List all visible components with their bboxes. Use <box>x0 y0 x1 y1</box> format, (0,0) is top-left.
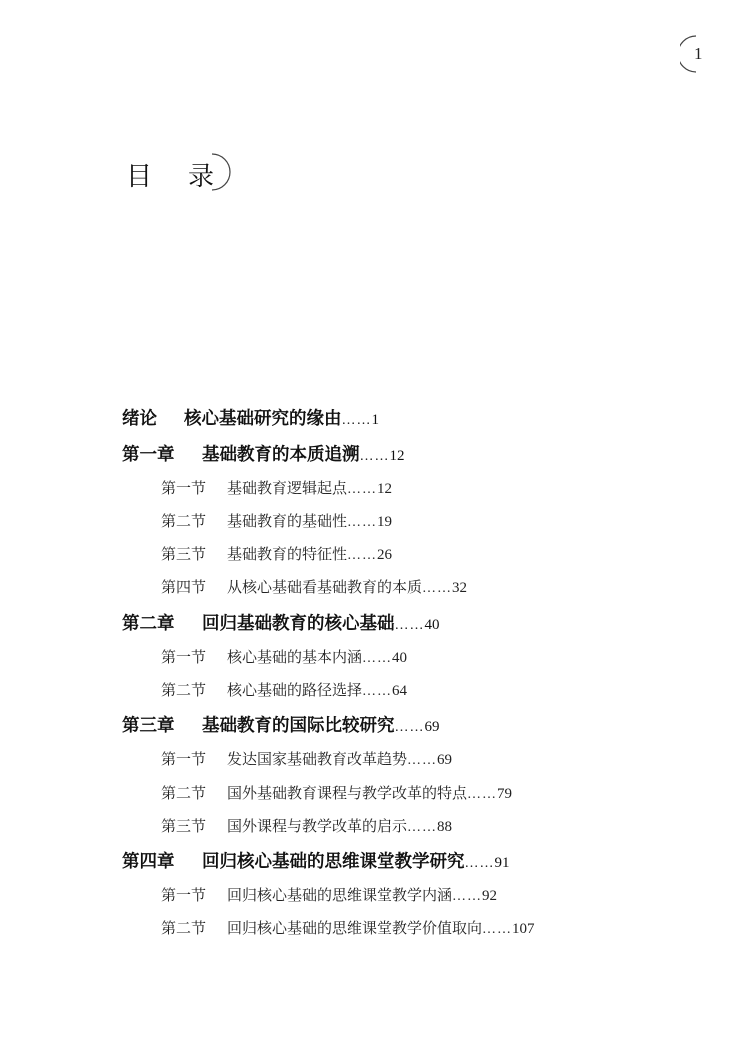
toc-leader-dots: …… <box>407 753 438 768</box>
toc-section-entry <box>161 650 407 666</box>
toc-entry-label: 第二章 <box>122 614 175 634</box>
toc-section-entry <box>161 888 497 904</box>
toc-chapter-entry <box>122 718 440 736</box>
toc-chapter-entry <box>122 616 440 634</box>
toc-entry-title: 回归基础教育的核心基础 <box>202 614 395 634</box>
toc-entry-title: 回归核心基础的思维课堂教学研究 <box>202 852 465 872</box>
toc-leader-dots: …… <box>422 581 453 596</box>
toc-leader-dots: …… <box>347 548 378 563</box>
toc-entry-page: 88 <box>437 819 453 835</box>
toc-entry-label: 第三节 <box>161 545 207 563</box>
toc-section-entry <box>161 683 407 699</box>
toc-entry-page: 91 <box>494 855 510 871</box>
toc-entry-title: 核心基础研究的缘由 <box>184 409 342 429</box>
toc-entry-label: 第一节 <box>161 648 207 666</box>
toc-entry-label: 第一节 <box>161 479 207 497</box>
toc-entry-page: 69 <box>424 719 440 735</box>
toc-section-entry <box>161 752 452 768</box>
toc-entry-title: 回归核心基础的思维课堂教学内涵 <box>227 886 453 904</box>
toc-entry-title: 核心基础的路径选择 <box>227 681 363 699</box>
toc-entry-label: 绪论 <box>122 409 157 429</box>
toc-entry-label: 第一章 <box>122 445 175 465</box>
toc-entry-label: 第三章 <box>122 716 175 736</box>
toc-entry-page: 64 <box>392 683 408 699</box>
toc-leader-dots: …… <box>482 922 513 937</box>
toc-leader-dots: …… <box>407 820 438 835</box>
toc-section-entry <box>161 819 452 835</box>
toc-section-entry <box>161 481 392 497</box>
toc-entry-page: 40 <box>424 617 440 633</box>
toc-entry-label: 第一节 <box>161 750 207 768</box>
toc-entry-title: 基础教育的国际比较研究 <box>202 716 395 736</box>
toc-leader-dots: …… <box>394 618 425 633</box>
toc-entry-title: 基础教育的特征性 <box>227 545 348 563</box>
toc-chapter-entry <box>122 854 510 872</box>
toc-entry-label: 第三节 <box>161 817 207 835</box>
toc-section-entry <box>161 921 535 937</box>
page-number: 1 <box>694 44 703 63</box>
toc-entry-title: 国外基础教育课程与教学改革的特点 <box>227 784 468 802</box>
toc-leader-dots: …… <box>359 449 390 464</box>
toc-entry-label: 第二节 <box>161 512 207 530</box>
toc-entry-title: 基础教育的本质追溯 <box>202 445 360 465</box>
toc-entry-title: 国外课程与教学改革的启示 <box>227 817 408 835</box>
toc-leader-dots: …… <box>467 787 498 802</box>
toc-leader-dots: …… <box>464 856 495 871</box>
toc-entry-label: 第一节 <box>161 886 207 904</box>
toc-chapter-entry <box>122 411 379 429</box>
toc-entry-label: 第二节 <box>161 919 207 937</box>
toc-entry-label: 第二节 <box>161 784 207 802</box>
toc-leader-dots: …… <box>452 889 483 904</box>
toc-entry-title: 基础教育逻辑起点 <box>227 479 348 497</box>
toc-title: 目录 <box>126 162 251 192</box>
toc-entry-label: 第二节 <box>161 681 207 699</box>
toc-section-entry <box>161 547 392 563</box>
toc-entry-title: 核心基础的基本内涵 <box>227 648 363 666</box>
toc-entry-label: 第四节 <box>161 578 207 596</box>
toc-entry-page: 19 <box>377 514 393 530</box>
toc-entry-page: 12 <box>389 448 405 464</box>
toc-entry-page: 107 <box>512 921 535 937</box>
toc-entry-page: 1 <box>371 412 379 428</box>
toc-entry-label: 第四章 <box>122 852 175 872</box>
toc-leader-dots: …… <box>341 413 372 428</box>
toc-leader-dots: …… <box>362 684 393 699</box>
toc-entry-title: 发达国家基础教育改革趋势 <box>227 750 408 768</box>
toc-leader-dots: …… <box>394 720 425 735</box>
toc-entry-page: 40 <box>392 650 408 666</box>
toc-chapter-entry <box>122 447 405 465</box>
toc-entry-page: 32 <box>452 580 468 596</box>
toc-section-entry <box>161 580 467 596</box>
toc-section-entry <box>161 514 392 530</box>
toc-entry-page: 79 <box>497 786 513 802</box>
toc-leader-dots: …… <box>362 651 393 666</box>
toc-leader-dots: …… <box>347 482 378 497</box>
toc-entry-title: 从核心基础看基础教育的本质 <box>227 578 423 596</box>
toc-section-entry <box>161 786 512 802</box>
toc-entry-title: 基础教育的基础性 <box>227 512 348 530</box>
toc-entry-page: 12 <box>377 481 393 497</box>
toc-leader-dots: …… <box>347 515 378 530</box>
toc-entry-page: 92 <box>482 888 498 904</box>
toc-entry-page: 26 <box>377 547 393 563</box>
toc-entry-page: 69 <box>437 752 453 768</box>
toc-entry-title: 回归核心基础的思维课堂教学价值取向 <box>227 919 483 937</box>
